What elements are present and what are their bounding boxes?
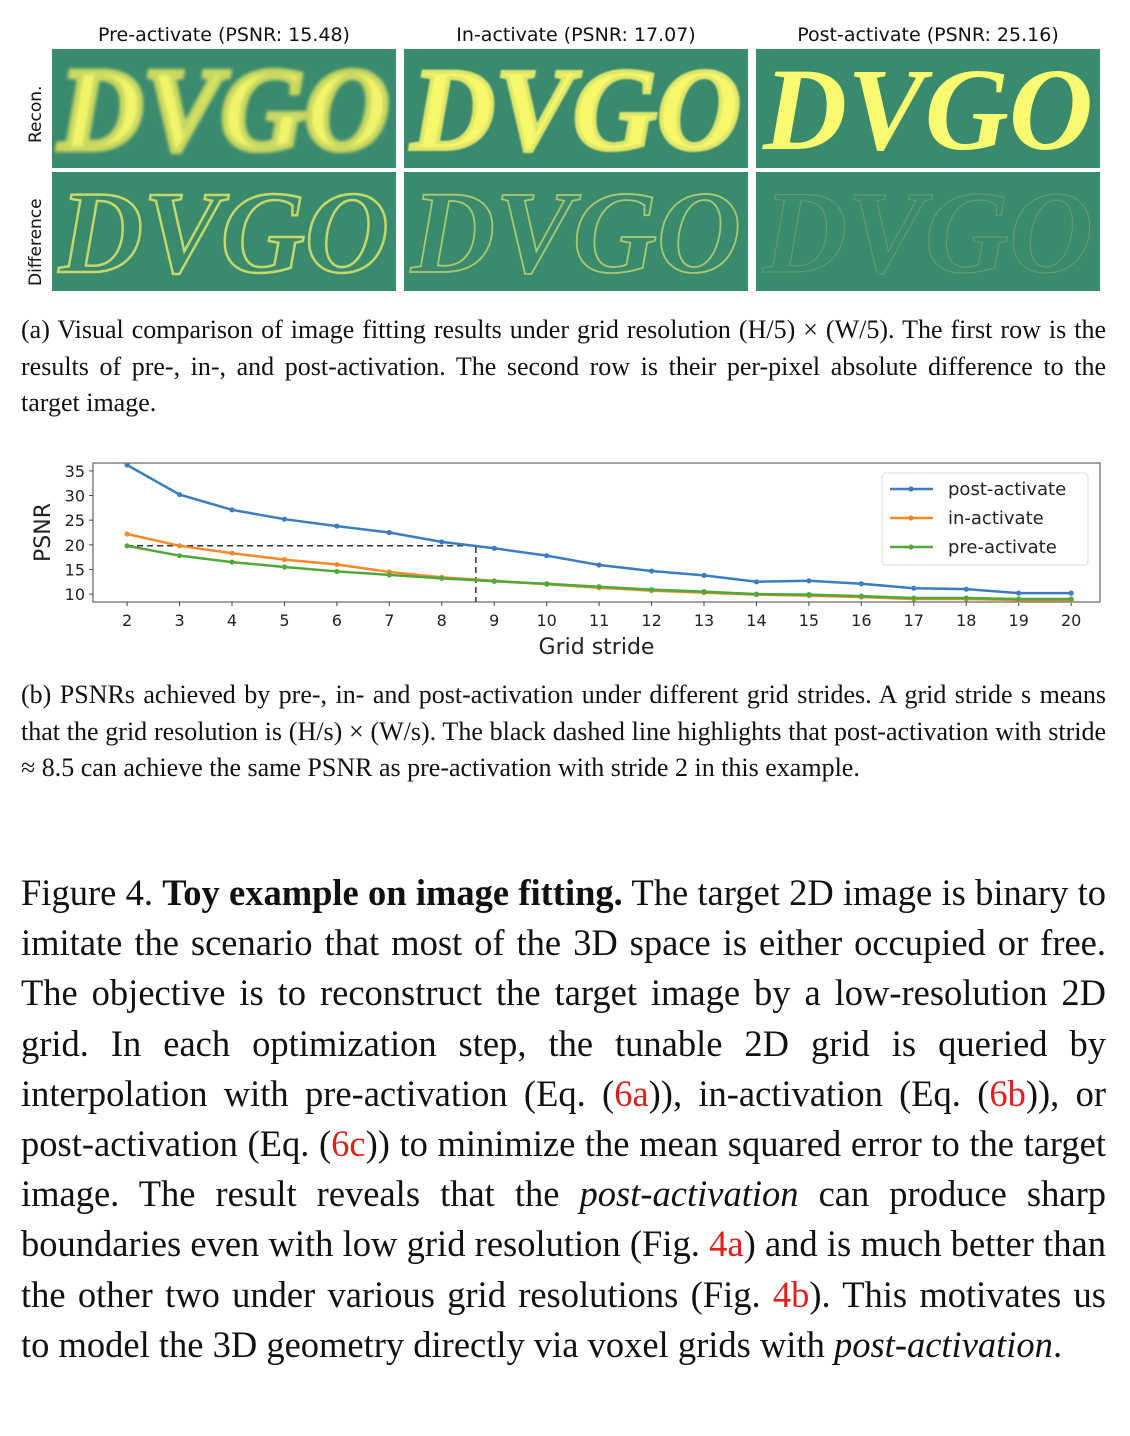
figure-caption [21,868,1106,1370]
data-point-post-activate [911,586,916,591]
data-point-post-activate [387,530,392,535]
caption-b: (b) PSNRs achieved by pre-, in- and post-activation under different grid strides. A grid stride s means that the grid resolution is (H/s) × (W/s). The black dashed line highlights that post-activation with stride ≈ 8.5 can achieve the same PSNR as pre-activation with stride 2 in this example. [21,680,1106,782]
recon-image-in [404,49,748,168]
data-point-pre-activate [859,593,864,598]
x-tick-label: 12 [641,611,662,630]
y-tick-label: 35 [64,461,85,481]
caption-text: ) and is much better than the other two under various grid resolutions (Fig. [21,1223,1106,1315]
caption-text: )) to minimize the mean squared error to the target image. The result reveals that the [21,1123,1106,1215]
difference-image-post [756,172,1100,291]
data-point-post-activate [334,523,339,528]
reference-link[interactable]: 6b [989,1072,1026,1114]
difference-image-pre [52,172,396,291]
x-tick-label: 4 [226,611,238,630]
x-tick-label: 7 [384,611,395,630]
data-point-post-activate [439,539,444,544]
data-point-pre-activate [492,579,497,584]
data-point-pre-activate [754,592,759,597]
legend-label-post-activate: post-activate [948,479,1067,500]
x-tick-label: 14 [746,611,767,630]
reference-link[interactable]: 4a [709,1223,744,1265]
data-point-post-activate [544,553,549,558]
data-point-pre-activate [124,543,129,548]
row-label-recon: Recon. [26,85,46,143]
difference-image-in [404,172,748,291]
data-point-post-activate [492,546,497,551]
data-point-pre-activate [334,569,339,574]
data-point-post-activate [1016,591,1021,596]
caption-title: Toy example on image fitting. [162,872,623,913]
data-point-in-activate [282,557,287,562]
data-point-pre-activate [911,595,916,600]
x-axis-label: Grid stride [538,635,655,660]
x-tick-label: 15 [798,611,820,630]
caption-text: post-activation [833,1323,1053,1365]
y-tick-label: 10 [64,585,85,605]
data-point-pre-activate [544,581,549,586]
data-point-pre-activate [177,553,182,558]
data-point-post-activate [701,573,706,578]
data-point-pre-activate [387,572,392,577]
data-point-pre-activate [597,584,602,589]
caption-text: post-activation [579,1173,799,1215]
x-tick-label: 10 [536,611,557,630]
caption-text: )), in-activation (Eq. ( [648,1072,990,1114]
data-point-pre-activate [806,592,811,597]
data-point-pre-activate [1016,596,1021,601]
data-point-pre-activate [282,564,287,569]
reference-link[interactable]: 6a [614,1072,649,1114]
data-point-post-activate [806,578,811,583]
svg-text:DVGO: DVGO [762,172,1093,291]
caption-text: can produce sharp boundaries even with low grid resolution (Fig. [21,1173,1106,1265]
data-point-in-activate [334,562,339,567]
data-point-pre-activate [229,559,234,564]
column-header-post: Post-activate (PSNR: 25.16) [797,24,1059,46]
recon-image-pre [52,49,396,168]
y-tick-label: 20 [64,535,85,555]
x-tick-label: 11 [588,611,610,630]
x-tick-label: 13 [693,611,715,630]
legend-label-in-activate: in-activate [948,508,1044,529]
psnr-line-chart [0,440,1130,670]
y-axis-label: PSNR [31,503,56,562]
x-tick-label: 19 [1008,611,1029,630]
svg-text:DVGO: DVGO [410,172,741,291]
column-header-pre: Pre-activate (PSNR: 15.48) [98,24,350,46]
y-tick-label: 15 [64,560,85,580]
data-point-in-activate [177,543,182,548]
legend-marker-post-activate [908,486,913,491]
data-point-pre-activate [964,595,969,600]
x-tick-label: 9 [489,611,500,630]
data-point-in-activate [229,551,234,556]
data-point-post-activate [649,568,654,573]
caption-text: )), or post-activation (Eq. ( [21,1072,1106,1165]
recon-image-post [756,49,1100,168]
caption-text: The target 2D image is binary to imitate the scenario that most of the 3D space is either occupied or free. The objective is to reconstruct the target image by a low-resolution 2D grid. In each optimization step, the tunable 2D grid is queried by interpolation with pre-activation (Eq. ( [21,872,1106,1114]
data-point-post-activate [229,507,234,512]
svg-text:DVGO: DVGO [58,172,390,291]
data-point-post-activate [1069,591,1074,596]
x-tick-label: 8 [436,611,447,630]
data-point-post-activate [124,462,129,467]
data-point-post-activate [177,492,182,497]
x-tick-label: 18 [956,611,977,630]
data-point-pre-activate [439,576,444,581]
data-point-pre-activate [649,587,654,592]
svg-text:DVGO: DVGO [58,49,390,168]
caption-a: (a) Visual comparison of image fitting results under grid resolution (H/5) × (W/5). The first row is the results of pre-, in-, and post-activation. The second row is their per-pixel absolute difference to the target image. [21,315,1106,417]
legend-label-pre-activate: pre-activate [948,537,1057,558]
data-point-in-activate [124,531,129,536]
svg-text:DVGO: DVGO [410,49,741,168]
data-point-post-activate [597,562,602,567]
x-tick-label: 20 [1060,611,1082,630]
column-header-in: In-activate (PSNR: 17.07) [456,24,696,46]
data-point-pre-activate [701,589,706,594]
caption-text: Figure 4. [21,872,163,913]
x-tick-label: 2 [121,611,133,630]
svg-text:DVGO: DVGO [762,49,1093,168]
legend-marker-in-activate [908,515,913,520]
data-point-pre-activate [1069,596,1074,601]
y-tick-label: 30 [64,486,85,506]
x-tick-label: 5 [279,611,290,630]
x-tick-label: 16 [851,611,872,630]
caption-text: ). This motivates us to model the 3D geometry directly via voxel grids with [21,1273,1106,1365]
data-point-post-activate [754,579,759,584]
legend-marker-pre-activate [908,544,913,549]
y-tick-label: 25 [64,511,85,531]
data-point-post-activate [859,581,864,586]
reference-link[interactable]: 6c [331,1123,366,1165]
x-tick-label: 6 [331,611,342,630]
data-point-post-activate [282,517,287,522]
x-tick-label: 3 [174,611,185,630]
row-label-difference: Difference [26,198,46,286]
x-tick-label: 17 [903,611,924,630]
reference-link[interactable]: 4b [772,1273,810,1315]
data-point-post-activate [964,587,969,592]
caption-text: . [1052,1323,1063,1365]
